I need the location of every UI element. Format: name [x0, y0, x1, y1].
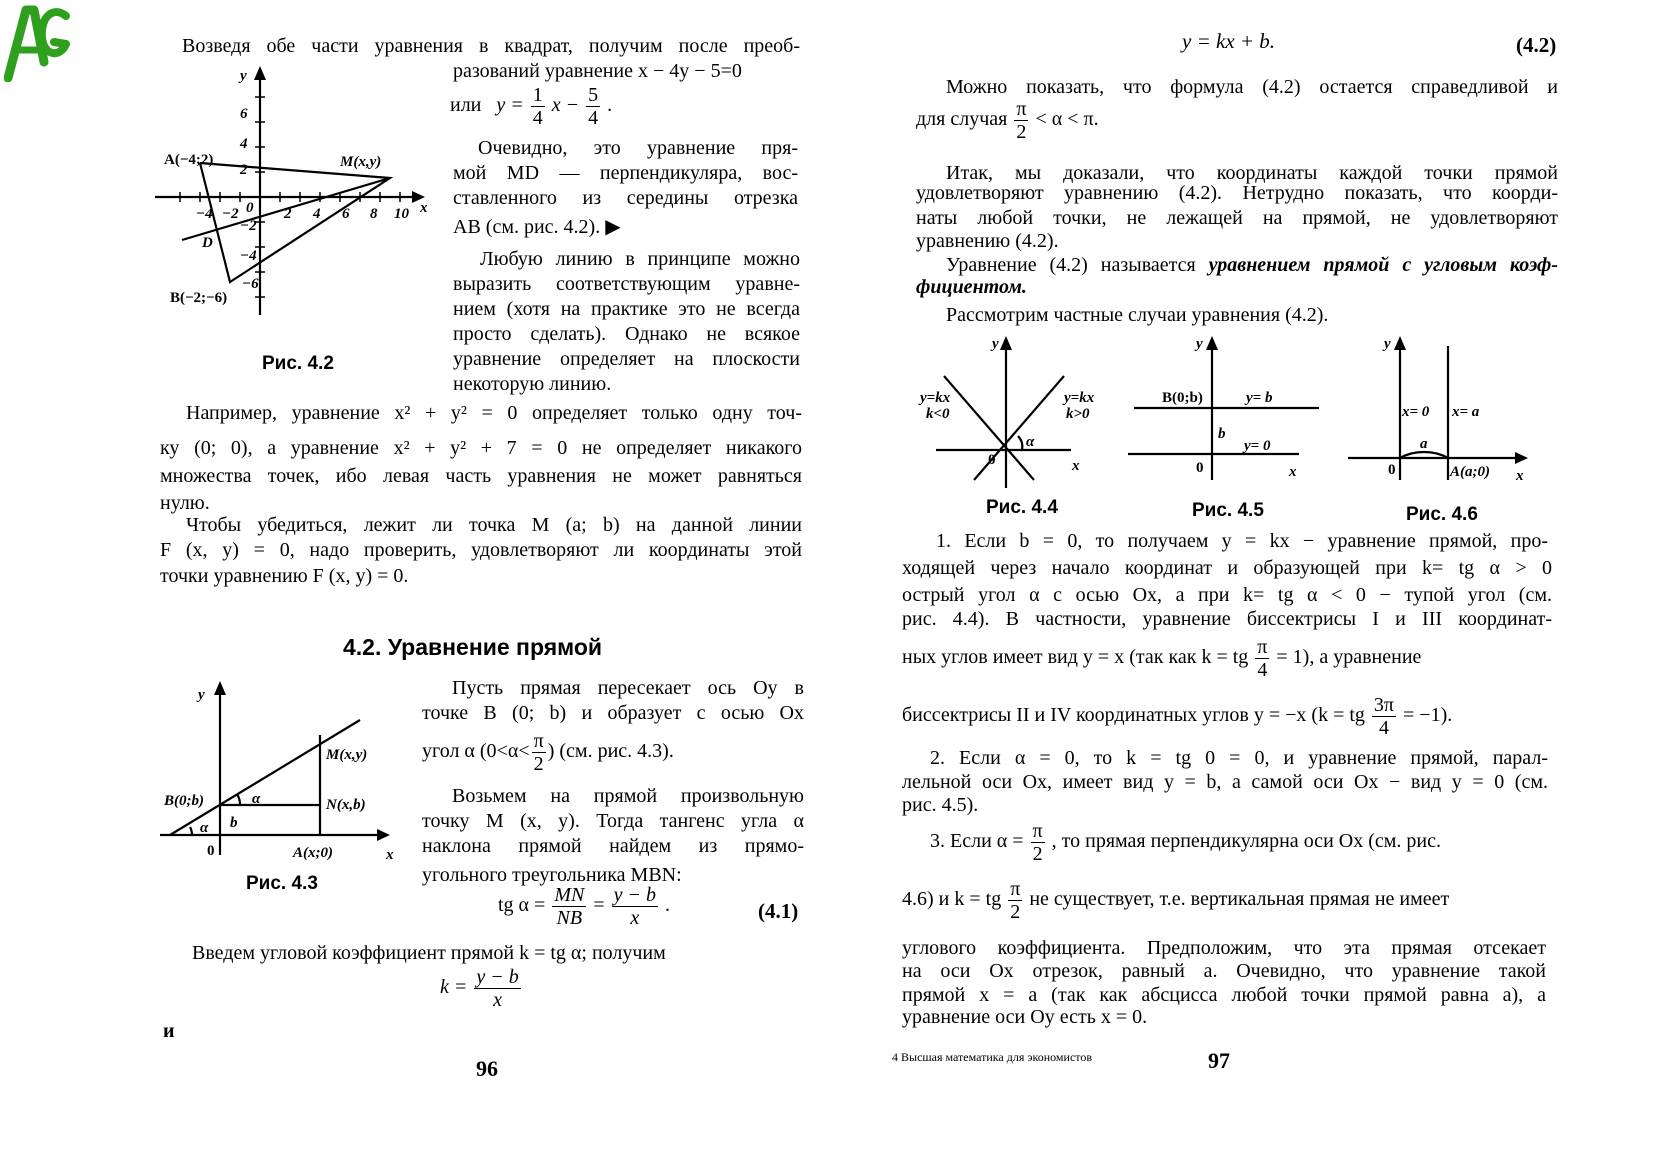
right-p4: Рассмотрим частные случаи уравнения (4.2). [946, 304, 1329, 326]
axis-x-label: x [1289, 464, 1297, 480]
left-p7-line: угольного треугольника MBN: [422, 864, 682, 886]
tick-x: −2 [222, 206, 239, 222]
tick-x: 2 [284, 206, 292, 222]
point-d-label: D [202, 235, 213, 251]
x-axis-arrow [1515, 452, 1528, 464]
eq-x: x − [551, 94, 580, 117]
a-label: a [1420, 436, 1428, 452]
page-number-left: 96 [476, 1056, 498, 1081]
left-p5-line: F (x, y) = 0, надо проверить, удовлетворяют ли координаты этой [160, 539, 802, 561]
alpha-label: α [252, 791, 261, 807]
point-a-label: A(a;0) [1450, 464, 1490, 480]
left-p4-line: нулю. [160, 492, 210, 514]
point-m-label: M(x,y) [340, 154, 382, 170]
y-axis-arrow [1000, 336, 1012, 350]
fig46-caption: Рис. 4.6 [1406, 504, 1478, 525]
fraction-pi-4: $\frac{\pi}{4}$ [1257, 636, 1268, 681]
left-p1-line2: разований уравнение x − 4y − 5=0 [453, 60, 742, 82]
line-y-kx-b [170, 720, 360, 835]
axis-x-label: x [1072, 458, 1080, 474]
left-p3-line: нием (хотя на практике это не всегда [453, 298, 800, 320]
y-axis-arrow [214, 681, 226, 695]
left-p1-line1: Возведя обе части уравнения в квадрат, получим после преоб- [182, 35, 800, 57]
figure-4-5 [1124, 330, 1324, 490]
line-0-label: x= 0 [1402, 404, 1430, 420]
axis-x-label: x [420, 200, 428, 216]
equation-4-1-label: (4.1) [758, 899, 799, 923]
angle-arc-b [237, 794, 240, 805]
fig43-caption: Рис. 4.3 [246, 873, 318, 894]
y-axis-arrow [1394, 336, 1406, 350]
tick-y: 4 [240, 136, 248, 152]
left-p3-line: уравнение определяет на плоскости [453, 348, 800, 370]
origin-label: 0 [1388, 462, 1396, 478]
tick-x: −4 [196, 206, 213, 222]
alpha-label: α [200, 820, 209, 836]
point-b-label: B(−2;−6) [170, 290, 228, 306]
b-label: b [230, 815, 238, 831]
left-p8: Введем угловой коэффициент прямой k = tg α; получим [192, 942, 666, 964]
tick-y: 6 [240, 106, 248, 122]
tick-y: −2 [240, 218, 257, 234]
angle-arc [1018, 436, 1022, 450]
fraction-pi-2: $\frac{\pi}{2}$ [1016, 98, 1027, 143]
tick-x: 8 [370, 206, 378, 222]
origin-label: 0 [988, 452, 996, 468]
left-p4-line: Например, уравнение x² + y² = 0 определяет только одну точ- [186, 402, 802, 424]
left-p5-line: Чтобы убедиться, лежит ли точка M (a; b) на данной линии [186, 514, 802, 536]
equation-k: k = $\frac{y - b}{x}$ [440, 966, 519, 1011]
right-p2-line: наты любой точки, не лежащей на прямой, не удовлетворяют [916, 207, 1558, 229]
right-p1-line2: для случая $\frac{\pi}{2}$ < α < π. [916, 98, 1099, 143]
left-p7-line: Возьмем на прямой произвольную [452, 785, 804, 807]
left-p6-line: Пусть прямая пересекает ось Oy в [452, 677, 804, 699]
right-p3-line2: фициентом. [916, 276, 1027, 298]
left-p3-line: выразить соответствующим уравне- [453, 273, 800, 295]
point-b-label: B(0;b) [164, 793, 204, 809]
line-0-label: y= 0 [1244, 438, 1271, 454]
left-p7-line: наклона прямой найдем из прямо- [422, 835, 804, 857]
item1-line6: биссектрисы II и IV координатных углов y = −x (k = tg $\frac{3\pi}{4}$ = −1). [902, 694, 1453, 739]
right-p1-line1: Можно показать, что формула (4.2) остается справедливой и [946, 76, 1558, 98]
right-p3-line1: Уравнение (4.2) называется уравнением прямой с угловым коэф- [946, 254, 1558, 276]
equation-4-2-label: (4.2) [1516, 33, 1557, 57]
point-a-label: A(−4;2) [164, 152, 214, 168]
point-n-label: N(x,b) [326, 797, 366, 813]
point-m-label: M(x,y) [326, 747, 368, 763]
origin-label: 0 [1196, 460, 1204, 476]
item2-line: рис. 4.5). [902, 794, 979, 816]
fraction-pi-2: $\frac{\pi}{2}$ [1010, 878, 1021, 923]
left-p2-line: мой MD — перпендикуляра, вос- [453, 162, 798, 184]
left-p5-line: точки уравнению F (x, y) = 0. [160, 565, 409, 587]
tick-x: 10 [394, 206, 409, 222]
item3-line: на оси Ox отрезок, равный a. Очевидно, что уравнение такой [902, 960, 1546, 982]
or-word: или [450, 94, 482, 117]
triangle-amb [200, 163, 390, 282]
fraction-5-4: $\frac{5}{4}$ [588, 84, 599, 129]
left-p2-line: ставленного из середины отрезка [453, 187, 798, 209]
left-p3-line: некоторую линию. [453, 373, 612, 395]
item1-line5: ных углов имеет вид y = x (так как k = tg $\frac{\pi}{4}$ = 1), а уравнение [902, 636, 1422, 681]
left-p3-line: просто сделать). Однако не всякое [453, 323, 800, 345]
equation-4-1: tg α = $\frac{MN}{NB}$ = $\frac{y - b}{x}$ . [498, 884, 670, 929]
left-cond-label: k<0 [926, 406, 950, 422]
right-p2-line: удовлетворяют уравнению (4.2). Нетрудно показать, что коорди- [916, 182, 1558, 204]
axis-y-label: y [1384, 336, 1391, 352]
right-p2-line: уравнению (4.2). [916, 230, 1059, 252]
eq-y: y = [496, 94, 524, 117]
item1-line: рис. 4.4). В частности, уравнение биссектрисы I и III координат- [902, 608, 1552, 630]
tick-y: −4 [240, 248, 257, 264]
left-p2-line: AB (см. рис. 4.2). ▶ [453, 216, 621, 238]
fraction-yb-x: $\frac{y - b}{x}$ [476, 966, 519, 1011]
fig44-caption: Рис. 4.4 [986, 497, 1058, 518]
axis-y-label: y [240, 68, 247, 84]
left-p6-line: точке B (0; b) и образует с осью Ox [422, 702, 804, 724]
axis-y-label: y [198, 687, 205, 703]
x-axis-arrow [377, 829, 390, 841]
left-p7-line: точку M (x, y). Тогда тангенс угла α [422, 810, 804, 832]
item1-line: острый угол α с осью Ox, а при k= tg α < 0 − тупой угол (см. [902, 584, 1552, 606]
figure-4-2 [150, 60, 440, 320]
fraction-mn-nb: $\frac{MN}{NB}$ [554, 884, 585, 929]
left-p1-equation: или y = $\frac{1}{4}$ x − $\frac{5}{4}$ . [450, 84, 613, 129]
right-eq-label: y=kx [1064, 390, 1095, 406]
axis-x-label: x [1516, 468, 1524, 484]
footer-note: 4 Высшая математика для экономистов [892, 1050, 1093, 1064]
item3-line2: 4.6) и k = tg $\frac{\pi}{2}$ не существует, т.е. вертикальная прямая не имеет [902, 878, 1450, 923]
tick-y: −6 [242, 276, 259, 292]
section-title: 4.2. Уравнение прямой [343, 634, 603, 660]
figure-4-3 [160, 675, 410, 870]
angle-arc-x [190, 827, 192, 835]
b-label: b [1218, 426, 1226, 442]
left-p3-line: Любую линию в принципе можно [480, 248, 800, 270]
tick-y: 2 [240, 162, 248, 178]
y-axis-arrow [1206, 336, 1218, 350]
right-cond-label: k>0 [1066, 406, 1090, 422]
tick-x: 0 [246, 200, 254, 216]
line-a-label: x= a [1452, 404, 1480, 420]
page-number-right: 97 [1208, 1048, 1230, 1073]
equation-4-2: y = kx + b. [1182, 29, 1276, 53]
left-p4-line: множества точек, ибо левая часть уравнения не может равняться [160, 465, 802, 487]
figure-4-4 [916, 330, 1096, 490]
right-p2-line: Итак, мы доказали, что координаты каждой точки прямой [946, 162, 1558, 184]
item1-line: 1. Если b = 0, то получаем y = kx − уравнение прямой, про- [936, 530, 1548, 552]
fraction-1-4: $\frac{1}{4}$ [532, 84, 543, 129]
item3-line1: 3. Если α = $\frac{\pi}{2}$ , то прямая перпендикулярна оси Ox (см. рис. [930, 820, 1441, 865]
y-axis-arrow [254, 66, 266, 80]
axis-y-label: y [992, 336, 999, 352]
item3-line: прямой x = a (так как абсцисса любой точки прямой равна a), а [902, 984, 1546, 1006]
fraction-yb-x: $\frac{y - b}{x}$ [613, 884, 656, 929]
alpha-label: α [1026, 434, 1035, 450]
figure-4-6 [1340, 330, 1540, 490]
line-b-label: y= b [1246, 390, 1273, 406]
fraction-pi-2: $\frac{\pi}{2}$ [1032, 820, 1043, 865]
origin-label: 0 [207, 843, 215, 859]
item3-line: углового коэффициента. Предположим, что эта прямая отсекает [902, 937, 1546, 959]
left-p6-line3: угол α (0<α< $\frac{\pi}{2}$ ) (см. рис. 4.3). [422, 730, 674, 775]
left-eq-label: y=kx [920, 390, 951, 406]
item1-line: ходящей через начало координат и образующей при k= tg α > 0 [902, 557, 1552, 579]
right-page [860, 0, 1662, 1161]
axis-y-label: y [1196, 336, 1203, 352]
fraction-pi-2: $\frac{\pi}{2}$ [533, 730, 544, 775]
item3-line: уравнение оси Oy есть x = 0. [902, 1006, 1148, 1028]
tick-x: 6 [342, 206, 350, 222]
fig45-caption: Рис. 4.5 [1192, 500, 1264, 521]
word-and: и [163, 1020, 175, 1042]
point-b-label: B(0;b) [1162, 390, 1203, 406]
item2-line: 2. Если α = 0, то k = tg 0 = 0, и уравнение прямой, парал- [930, 747, 1548, 769]
item2-line: лельной оси Ox, имеет вид y = b, а самой оси Ox − вид y = 0 (см. [902, 771, 1548, 793]
tick-x: 4 [313, 206, 321, 222]
fraction-3pi-4: $\frac{3\pi}{4}$ [1373, 694, 1395, 739]
fig42-caption: Рис. 4.2 [262, 353, 334, 374]
left-p4-line: ку (0; 0), а уравнение x² + y² + 7 = 0 не определяет никакого [160, 437, 802, 459]
left-p2-line: Очевидно, это уравнение пря- [478, 137, 798, 159]
point-a-label: A(x;0) [293, 845, 333, 861]
axis-x-label: x [386, 847, 394, 863]
